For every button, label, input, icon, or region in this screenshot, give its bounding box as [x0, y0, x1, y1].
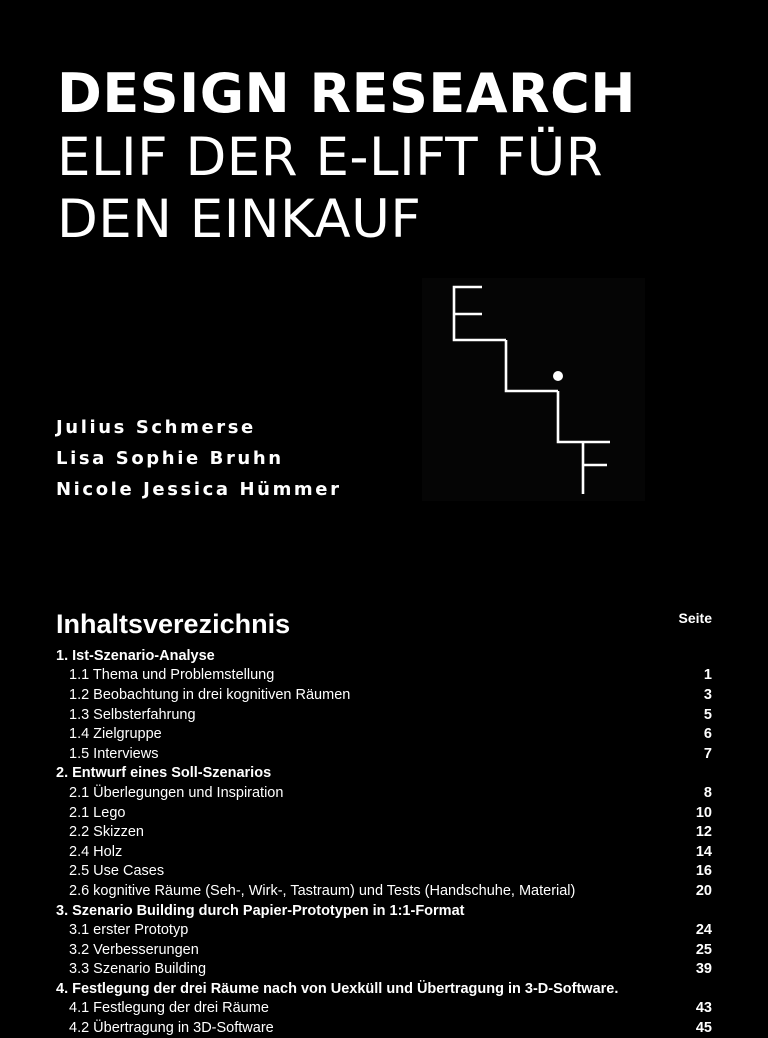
toc-entry-page-number: 43	[695, 1000, 712, 1017]
toc-entry-label: 1.2 Beobachtung in drei kognitiven Räumen	[69, 686, 351, 703]
toc-entry-page-number: 6	[703, 726, 712, 743]
author-name: Julius Schmerse	[56, 417, 256, 438]
toc-section-row	[56, 901, 712, 921]
toc-entry-row	[56, 940, 712, 960]
toc-entry-label: 1. Ist-Szenario-Analyse	[56, 647, 215, 664]
toc-entry-page-number: 5	[703, 706, 712, 723]
toc-entry-label: 4.2 Übertragung in 3D-Software	[69, 1020, 274, 1037]
elif-logo	[422, 278, 645, 501]
toc-entry-label: 2.6 kognitive Räume (Seh-, Wirk-, Tastraum) und Tests (Handschuhe, Material)	[69, 882, 576, 899]
toc-entry-label: 1.3 Selbsterfahrung	[69, 706, 196, 723]
toc-entry-row	[56, 920, 712, 940]
table-of-contents	[56, 646, 712, 1038]
toc-entry-page-number: 45	[695, 1020, 712, 1037]
toc-entry-row	[56, 862, 712, 882]
toc-entry-page-number: 1	[703, 667, 712, 684]
toc-entry-label: 3.1 erster Prototyp	[69, 922, 189, 939]
toc-entry-row	[56, 881, 712, 901]
toc-entry-page-number: 39	[695, 961, 712, 978]
author-name: Lisa Sophie Bruhn	[56, 448, 284, 469]
toc-page-column-header: Seite	[678, 610, 712, 626]
toc-entry-label: 3. Szenario Building durch Papier-Prototypen in 1:1-Format	[56, 902, 465, 919]
toc-entry-label: 4. Festlegung der drei Räume nach von Uexküll und Übertragung in 3-D-Software.	[56, 980, 619, 997]
toc-entry-row	[56, 744, 712, 764]
toc-entry-label: 3.2 Verbesserungen	[69, 941, 199, 958]
toc-entry-label: 2.5 Use Cases	[69, 863, 165, 880]
toc-entry-page-number: 10	[695, 804, 712, 821]
elif-staircase-logo-icon	[422, 278, 645, 501]
toc-entry-row	[56, 685, 712, 705]
toc-entry-page-number: 14	[695, 843, 712, 860]
toc-entry-page-number: 8	[703, 784, 712, 801]
toc-entry-page-number: 25	[695, 941, 712, 958]
toc-entry-label: 1.4 Zielgruppe	[69, 726, 162, 743]
toc-entry-label: 2.1 Lego	[69, 804, 126, 821]
toc-entry-row	[56, 705, 712, 725]
toc-entry-row	[56, 783, 712, 803]
document-title: DESIGN RESEARCH	[57, 62, 636, 125]
toc-entry-row	[56, 842, 712, 862]
toc-section-row	[56, 764, 712, 784]
toc-title: Inhaltsverezichnis	[56, 609, 291, 639]
toc-entry-label: 2.4 Holz	[69, 843, 123, 860]
subtitle-line-2: DEN EINKAUF	[57, 189, 422, 250]
toc-section-row	[56, 979, 712, 999]
toc-entry-page-number: 12	[695, 824, 712, 841]
toc-section-row	[56, 646, 712, 666]
toc-entry-row	[56, 666, 712, 686]
toc-entry-row	[56, 803, 712, 823]
author-list	[56, 412, 342, 505]
toc-entry-row	[56, 1018, 712, 1038]
document-subtitle	[57, 127, 603, 251]
toc-entry-label: 2.2 Skizzen	[69, 824, 144, 841]
toc-entry-page-number: 7	[703, 745, 712, 762]
toc-entry-label: 2.1 Überlegungen und Inspiration	[69, 784, 284, 801]
toc-entry-row	[56, 822, 712, 842]
toc-entry-label: 1.1 Thema und Problemstellung	[69, 667, 275, 684]
toc-entry-row	[56, 999, 712, 1019]
toc-entry-label: 3.3 Szenario Building	[69, 961, 207, 978]
toc-entry-page-number: 3	[703, 686, 712, 703]
author-name: Nicole Jessica Hümmer	[56, 479, 342, 500]
toc-entry-row	[56, 724, 712, 744]
toc-entry-row	[56, 960, 712, 980]
toc-entry-page-number: 20	[695, 882, 712, 899]
toc-entry-label: 2. Entwurf eines Soll-Szenarios	[56, 765, 272, 782]
toc-entry-page-number: 24	[695, 922, 712, 939]
subtitle-line-1: ELIF DER E-LIFT FÜR	[57, 127, 604, 188]
toc-entry-label: 1.5 Interviews	[69, 745, 159, 762]
toc-entry-page-number: 16	[695, 863, 712, 880]
toc-entry-label: 4.1 Festlegung der drei Räume	[69, 1000, 269, 1017]
